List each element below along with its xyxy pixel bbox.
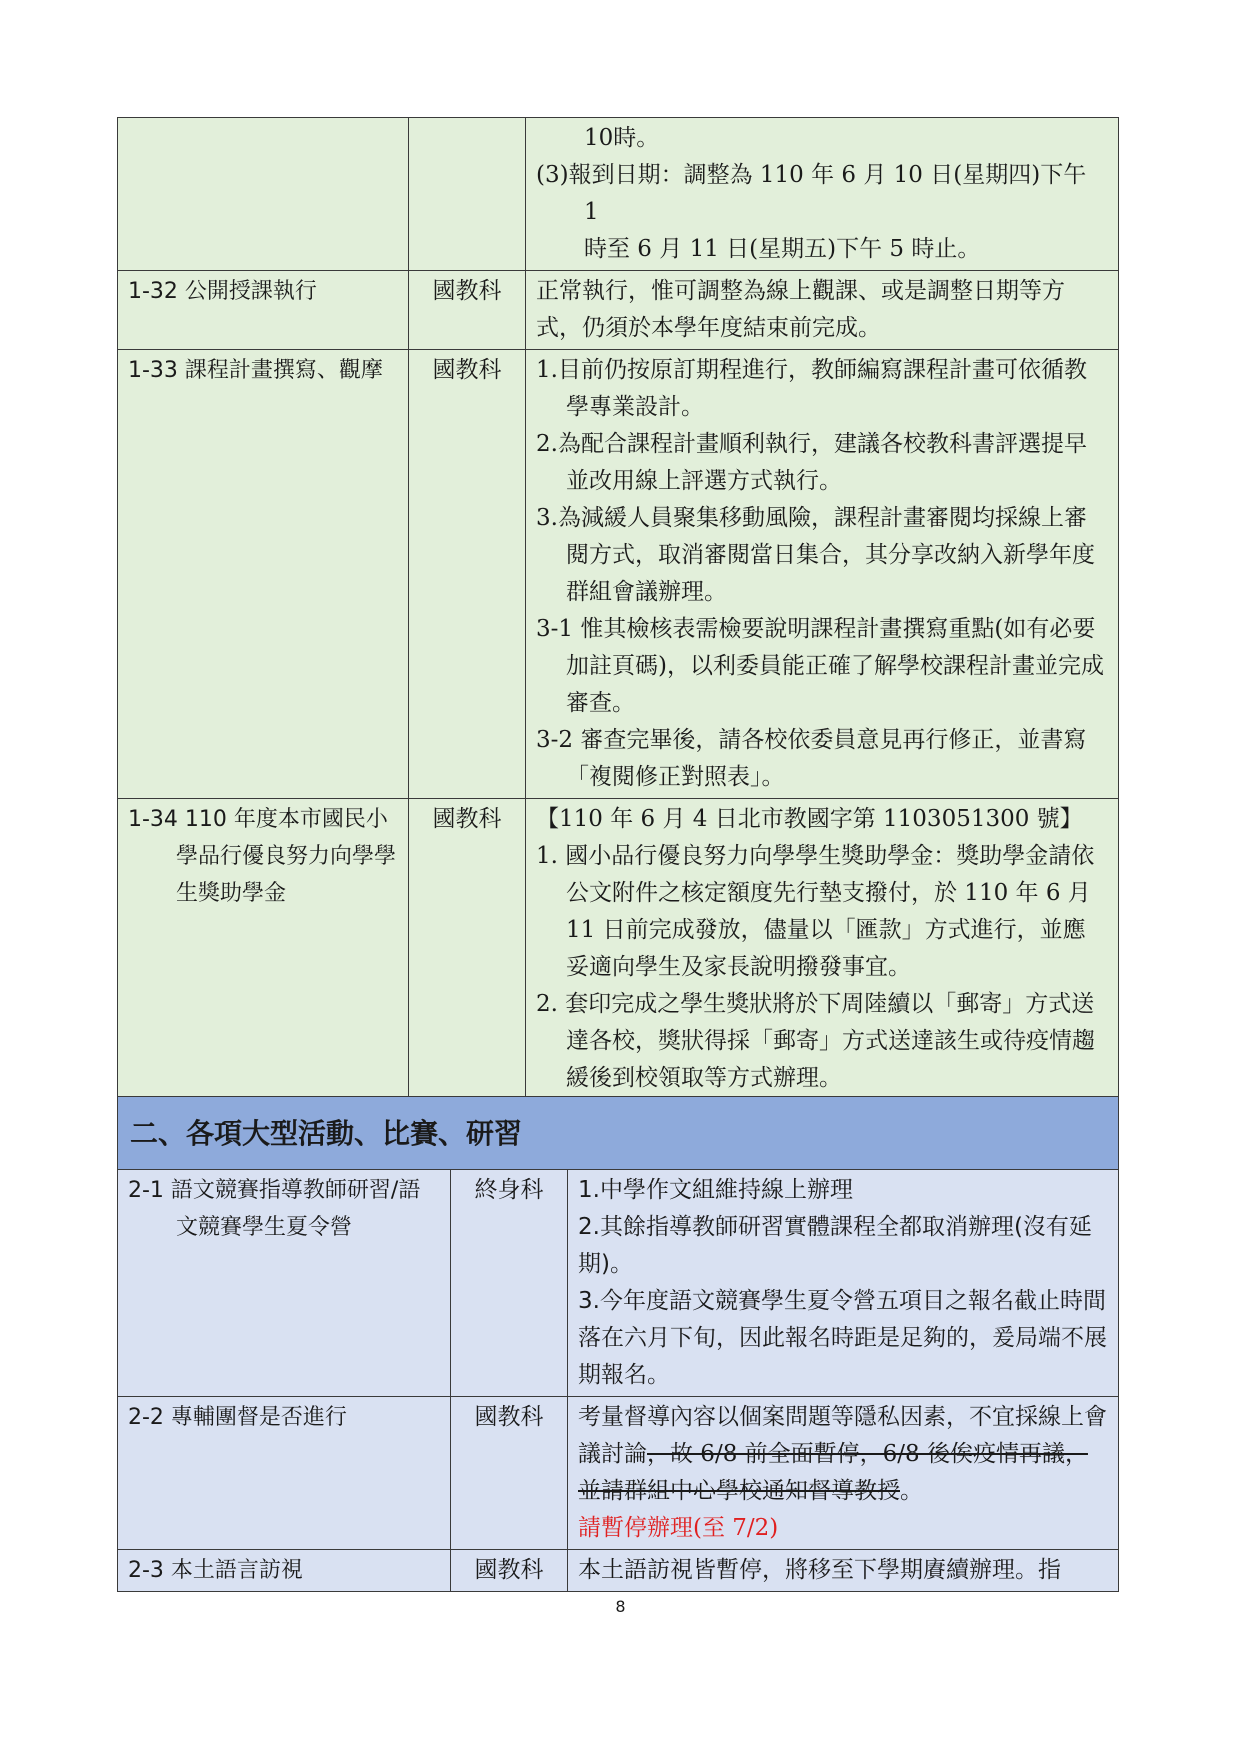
item-cell — [118, 799, 409, 1100]
dept-cell: 國教科 — [451, 1397, 568, 1550]
item-cell: 1-32 公開授課執行 — [118, 271, 409, 350]
item-title: 2-1 語文競賽指導教師研習/語文競賽學生夏令營 — [128, 1178, 421, 1240]
struck-text: ，故 6/8 前全面暫停，6/8 後俟疫情再議，並請群組中心學校通知督導教授 — [578, 1441, 1088, 1504]
table-row-2-1 — [118, 1170, 1119, 1397]
item-cell: 2-3 本土語言訪視 — [118, 1550, 451, 1592]
content-paragraph: 本土語訪視皆暫停，將移至下學期賡續辦理。指 — [578, 1557, 1061, 1583]
content-paragraph: 1.目前仍按原訂期程進行，教師編寫課程計畫可依循教學專業設計。 — [536, 357, 1087, 420]
content-paragraph: 3-1 惟其檢核表需檢要說明課程計畫撰寫重點(如有必要加註頁碼)，以利委員能正確了解學校課程計畫並完成審查。 — [536, 616, 1104, 716]
dept-cell: 國教科 — [409, 271, 526, 350]
table-row-1-33 — [118, 350, 1119, 799]
content-cell — [568, 1397, 1119, 1550]
content-cell — [526, 799, 1119, 1100]
content-text: 考量督導內容以個案問題等隱私因素，不宜採線上會議討論 — [578, 1404, 1107, 1467]
content-cell — [526, 118, 1119, 271]
content-paragraph: 2.其餘指導教師研習實體課程全都取消辦理(沒有延期)。 — [578, 1214, 1092, 1277]
item-cell — [118, 1170, 451, 1397]
content-cell — [526, 271, 1119, 350]
table-continued — [117, 117, 1119, 1100]
content-text: 時至 6 月 11 日(星期五)下午 5 時止。 — [584, 236, 981, 262]
content-text: 。 — [900, 1478, 923, 1504]
table-row-1-32 — [118, 271, 1119, 350]
content-paragraph: 2.為配合課程計畫順利執行，建議各校教科書評選提早並改用線上評選方式執行。 — [536, 431, 1087, 494]
content-paragraph: 2. 套印完成之學生獎狀將於下周陸續以「郵寄」方式送達各校，獎狀得採「郵寄」方式送達該生或待疫情趨緩後到校領取等方式辦理。 — [536, 991, 1095, 1091]
section-title: 二、各項大型活動、比賽、研習 — [118, 1097, 1119, 1170]
table-row-2-3 — [118, 1550, 1119, 1592]
dept-cell: 國教科 — [409, 350, 526, 799]
content-cell — [568, 1170, 1119, 1397]
item-cell: 1-33 課程計畫撰寫、觀摩 — [118, 350, 409, 799]
content-paragraph: 1. 國小品行優良努力向學學生獎助學金：獎助學金請依公文附件之核定額度先行墊支撥付，於 110 年 6 月 11 日前完成發放，儘量以「匯款」方式進行，並應妥適向學生及家長說明撥發事宜。 — [536, 843, 1095, 980]
item-cell — [118, 118, 409, 271]
table-row-continued — [118, 118, 1119, 271]
dept-cell: 國教科 — [409, 799, 526, 1100]
dept-cell — [409, 118, 526, 271]
table-row-2-2 — [118, 1397, 1119, 1550]
content-paragraph: 正常執行，惟可調整為線上觀課、或是調整日期等方式，仍須於本學年度結束前完成。 — [536, 278, 1065, 341]
content-text: (3)報到日期：調整為 110 年 6 月 10 日(星期四)下午 1 — [536, 162, 1087, 225]
content-line: 10時。 — [584, 125, 660, 151]
section-header-row — [118, 1097, 1119, 1170]
table-activities — [117, 1096, 1119, 1592]
table-row-1-34 — [118, 799, 1119, 1100]
dept-cell: 國教科 — [451, 1550, 568, 1592]
content-paragraph — [578, 1399, 1108, 1510]
content-paragraph: 3.為減緩人員聚集移動風險，課程計畫審閱均採線上審閱方式，取消審閱當日集合，其分享改納入新學年度群組會議辦理。 — [536, 505, 1095, 605]
content-paragraph: 3.今年度語文競賽學生夏令營五項目之報名截止時間落在六月下旬，因此報名時距是足夠的，爰局端不展期報名。 — [578, 1288, 1107, 1388]
content-line — [536, 157, 1108, 268]
content-paragraph: 1.中學作文組維持線上辦理 — [578, 1177, 853, 1203]
dept-cell: 終身科 — [451, 1170, 568, 1397]
content-paragraph: 3-2 審查完畢後，請各校依委員意見再行修正，並書寫「複閱修正對照表」。 — [536, 727, 1087, 790]
item-cell: 2-2 專輔團督是否進行 — [118, 1397, 451, 1550]
red-note: 請暫停辦理(至 7/2) — [578, 1515, 779, 1541]
content-paragraph: 【110 年 6 月 4 日北市教國字第 1103051300 號】 — [536, 806, 1083, 832]
content-cell — [568, 1550, 1119, 1592]
content-cell — [526, 350, 1119, 799]
item-title: 1-34 110 年度本市國民小學品行優良努力向學學生獎助學金 — [128, 807, 397, 906]
page-number: 8 — [615, 1597, 626, 1616]
